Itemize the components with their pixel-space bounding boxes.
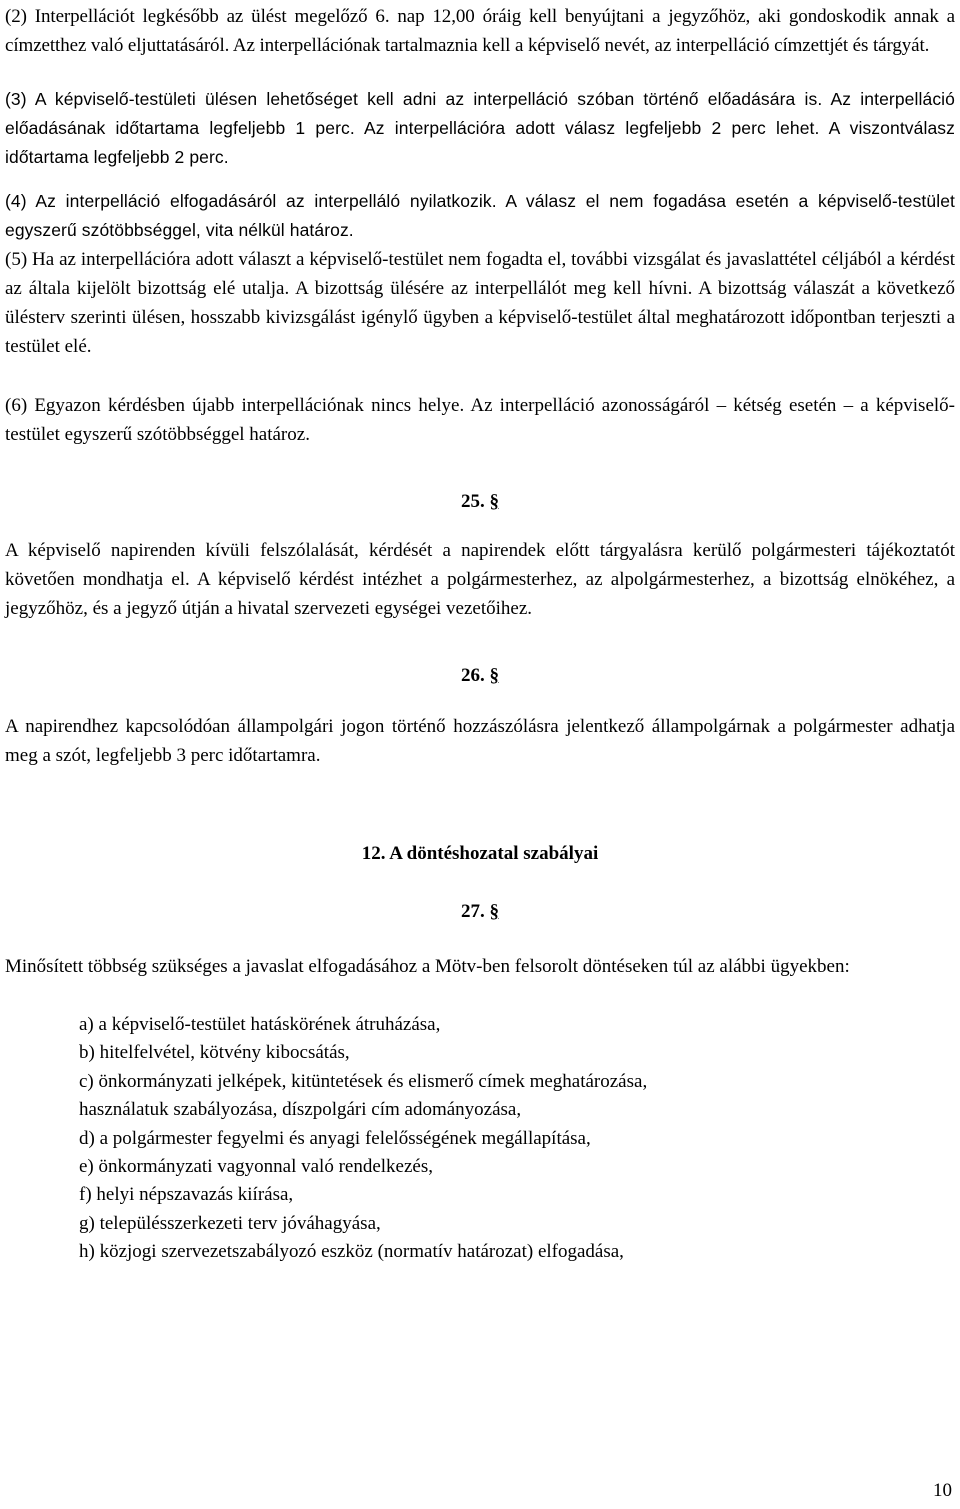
- page-number: 10: [933, 1480, 952, 1501]
- section-number: 25.: [461, 491, 485, 512]
- list-item: f) helyi népszavazás kiírása,: [79, 1184, 294, 1206]
- document-page: [5, 0, 955, 1267]
- list-item: használatuk szabályozása, díszpolgári cím adományozása,: [79, 1099, 522, 1121]
- section-25-heading: [5, 487, 955, 516]
- list-item: e) önkormányzati vagyonnal való rendelkezés,: [79, 1156, 433, 1178]
- paragraph-5: (5) Ha az interpellációra adott választ a képviselő-testület nem fogadta el, további vizsgálat és javaslattétel céljából a kérdést az általa kijelölt bizottság elé utalja. A bizottság ülésére az interpellálót meg kell hívni. A bizottság válaszát a következő ülésterv szerinti ülésen, hosszabb kivizsgálást igénylő ügyben a képviselő-testület által meghatározott időpontban terjeszti a testület elé.: [5, 249, 955, 357]
- section-sign: §: [489, 491, 499, 512]
- section-number: 26.: [461, 665, 485, 686]
- list-item: c) önkormányzati jelképek, kitüntetések és elismerő címek meghatározása,: [79, 1070, 648, 1092]
- paragraph-4: (4) Az interpelláció elfogadásáról az interpelláló nyilatkozik. A válasz el nem fogadása esetén a képviselő-testület egyszerű szótöbbséggel, vita nélkül határoz.: [5, 191, 955, 240]
- section-27-list: [5, 1011, 955, 1267]
- paragraph-2: (2) Interpellációt legkésőbb az ülést megelőző 6. nap 12,00 óráig kell benyújtani a jegyzőhöz, aki gondoskodik annak a címzetthez való eljuttatásáról. Az interpellációnak tartalmaznia kell a képviselő nevét, az interpelláció címzettjét és tárgyát.: [5, 6, 955, 56]
- list-item: b) hitelfelvétel, kötvény kibocsátás,: [79, 1042, 350, 1064]
- paragraph-3: (3) A képviselő-testületi ülésen lehetőséget kell adni az interpelláció szóban történő előadására is. Az interpelláció előadásának időtartama legfeljebb 1 perc. Az interpellációra adott válasz legfeljebb 2 perc lehet. A viszontválasz időtartama legfeljebb 2 perc.: [5, 89, 955, 167]
- chapter-title: 12. A döntéshozatal szabályai: [361, 843, 599, 864]
- section-number: 27.: [461, 901, 485, 922]
- section-sign: §: [489, 665, 499, 686]
- section-26-heading: [5, 661, 955, 690]
- section-27-text: Minősített többség szükséges a javaslat elfogadásához a Mötv-ben felsorolt döntéseken túl az alábbi ügyekben:: [5, 956, 850, 977]
- list-item: d) a polgármester fegyelmi és anyagi felelősségének megállapítása,: [79, 1127, 591, 1149]
- paragraph-6: (6) Egyazon kérdésben újabb interpellációnak nincs helye. Az interpelláció azonosságáról – kétség esetén – a képviselő-testület egyszerű szótöbbséggel határoz.: [5, 395, 955, 445]
- section-26-text: A napirendhez kapcsolódóan állampolgári jogon történő hozzászólásra jelentkező állampolgárnak a polgármester adhatja meg a szót, legfeljebb 3 perc időtartamra.: [5, 716, 955, 766]
- list-item: h) közjogi szervezetszabályozó eszköz (normatív határozat) elfogadása,: [79, 1241, 624, 1263]
- section-27-heading: [5, 897, 955, 926]
- list-item: g) településszerkezeti terv jóváhagyása,: [79, 1212, 381, 1234]
- list-item: a) a képviselő-testület hatáskörének átruházása,: [79, 1014, 441, 1035]
- section-sign: §: [489, 901, 499, 922]
- section-25-text: A képviselő napirenden kívüli felszólalását, kérdését a napirendek előtt tárgyalásra kerülő polgármesteri tájékoztatót követően mondhatja el. A képviselő kérdést intézhet a polgármesterhez, az alpolgármesterhez, a bizottság elnökéhez, a jegyzőhöz, és a jegyző útján a hivatal szervezeti egységei vezetőihez.: [5, 540, 955, 619]
